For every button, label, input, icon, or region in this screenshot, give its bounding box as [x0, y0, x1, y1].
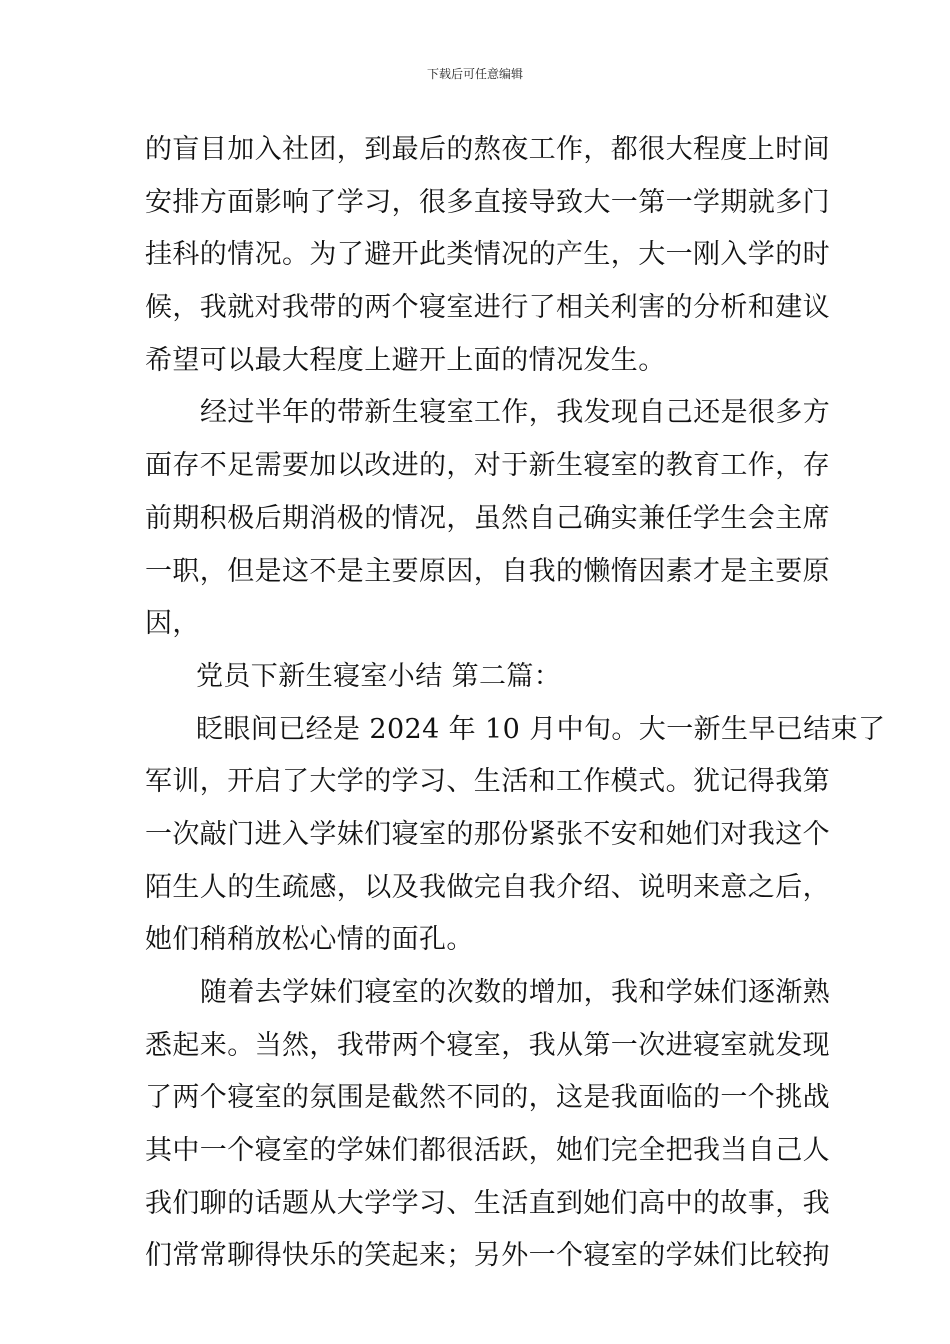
text-line: 候，我就对我带的两个寝室进行了相关利害的分析和建议	[145, 292, 830, 324]
text-line: 一职，但是这不是主要原因，自我的懒惰因素才是主要原	[145, 555, 830, 587]
text-line: 面存不足需要加以改进的，对于新生寝室的教育工作，存	[145, 450, 830, 482]
text-line: 一次敲门进入学妹们寝室的那份紧张不安和她们对我这个	[145, 818, 830, 850]
section-heading	[145, 655, 805, 708]
text-line: 其中一个寝室的学妹们都很活跃，她们完全把我当自己人	[145, 1135, 830, 1167]
text-line: 经过半年的带新生寝室工作，我发现自己还是很多方	[200, 397, 831, 429]
text-line: 因，	[145, 608, 200, 640]
text-line: 军训，开启了大学的学习、生活和工作模式。犹记得我第	[145, 766, 830, 798]
text-line: 安排方面影响了学习，很多直接导致大一第一学期就多门	[145, 186, 830, 218]
document-body	[145, 128, 886, 1287]
text-line: 我们聊的话题从大学学习、生活直到她们高中的故事，我	[145, 1187, 830, 1219]
page-header: 下载后可任意编辑	[426, 67, 523, 81]
section-heading-text: 党员下新生寝室小结 第二篇：	[196, 660, 562, 692]
text-line: 了两个寝室的氛围是截然不同的，这是我面临的一个挑战	[145, 1082, 830, 1114]
text-line: 她们稍稍放松心情的面孔。	[145, 924, 474, 956]
paragraph	[145, 391, 831, 654]
paragraph	[145, 971, 831, 1287]
paragraph	[145, 708, 886, 971]
text-line: 们常常聊得快乐的笑起来；另外一个寝室的学妹们比较拘	[145, 1240, 830, 1272]
text-line: 前期积极后期消极的情况，虽然自己确实兼任学生会主席	[145, 502, 830, 534]
paragraph	[145, 128, 830, 391]
text-line: 悉起来。当然，我带两个寝室，我从第一次进寝室就发现	[145, 1029, 830, 1061]
text-line: 希望可以最大程度上避开上面的情况发生。	[145, 344, 666, 376]
text-line: 的盲目加入社团，到最后的熬夜工作，都很大程度上时间	[145, 134, 830, 165]
text-line: 挂科的情况。为了避开此类情况的产生，大一刚入学的时	[145, 239, 830, 271]
text-line: 陌生人的生疏感，以及我做完自我介绍、说明来意之后，	[145, 871, 830, 903]
text-line: 眨眼间已经是 2024 年 10 月中旬。大一新生早已结束了	[196, 713, 886, 745]
text-line: 随着去学妹们寝室的次数的增加，我和学妹们逐渐熟	[200, 977, 831, 1008]
